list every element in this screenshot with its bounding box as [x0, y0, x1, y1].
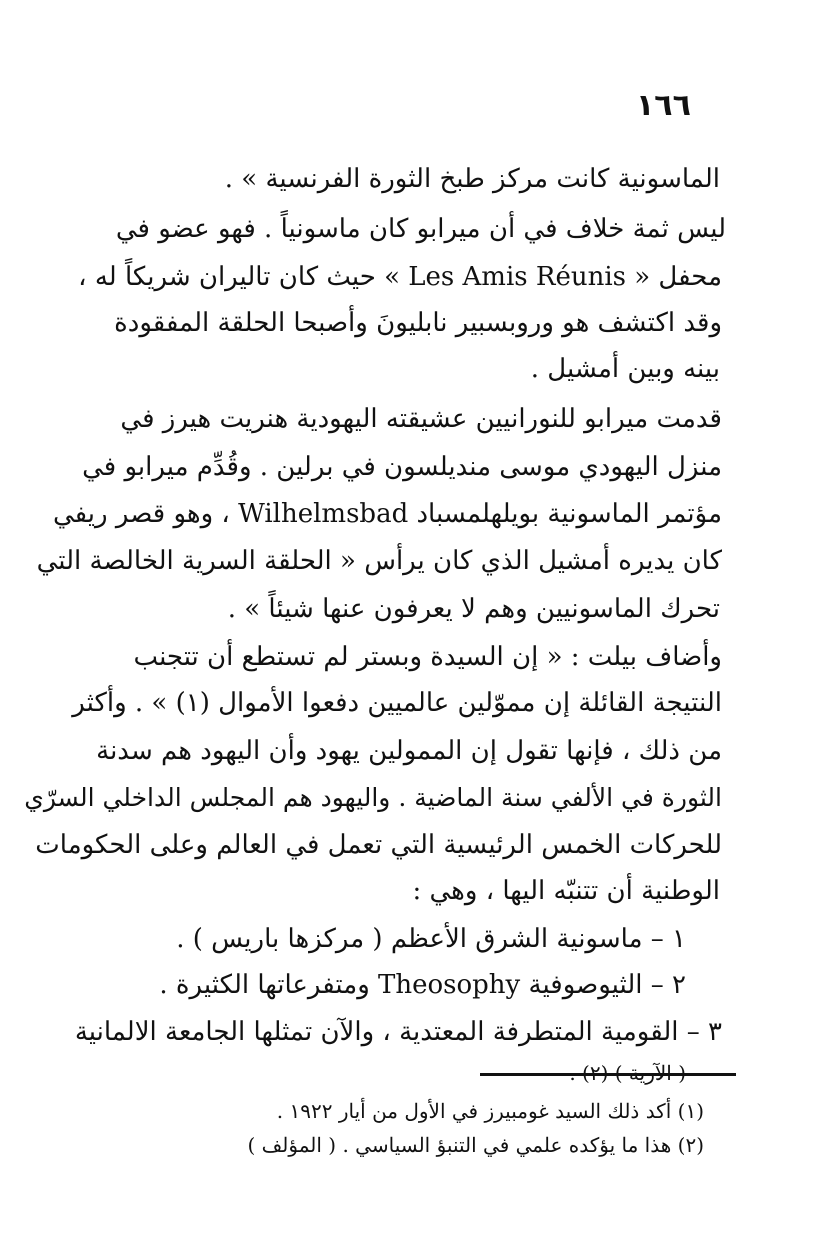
- list-item-continuation: ( الآرية ) (٢) .: [569, 1061, 686, 1085]
- body-line: الوطنية أن تتنبّه اليها ، وهي :: [412, 876, 720, 906]
- list-item: ٢ – الثيوصوفية Theosophy ومتفرعاتها الكثيرة .: [159, 970, 686, 1000]
- body-line: محفل « Les Amis Réunis » حيث كان تاليران شريكاً له ،: [78, 262, 722, 292]
- body-line: كان يديره أمشيل الذي كان يرأس « الحلقة السرية الخالصة التي: [36, 546, 722, 576]
- footnote: (٢) هذا ما يؤكده علمي في التنبؤ السياسي . ( المؤلف ): [247, 1133, 704, 1157]
- body-line: تحرك الماسونيين وهم لا يعرفون عنها شيئاً » .: [227, 594, 720, 624]
- page-number: ١٦٦: [636, 88, 691, 123]
- body-line: الماسونية كانت مركز طبخ الثورة الفرنسية » .: [224, 164, 720, 194]
- body-line: النتيجة القائلة إن مموّلين عالميين دفعوا الأموال (١) » . وأكثر: [72, 688, 722, 718]
- body-line: الثورة في الألفي سنة الماضية . واليهود هم المجلس الداخلي السرّي: [24, 783, 722, 812]
- body-line: منزل اليهودي موسى منديلسون في برلين . وقُدِّم ميرابو في: [82, 452, 722, 482]
- body-line: من ذلك ، فإنها تقول إن الممولين يهود وأن اليهود هم سدنة: [96, 736, 722, 766]
- body-line: قدمت ميرابو للنورانيين عشيقته اليهودية هنريت هيرز في: [120, 404, 722, 434]
- list-item: ١ – ماسونية الشرق الأعظم ( مركزها باريس ) .: [176, 924, 686, 954]
- body-line: بينه وبين أمشيل .: [530, 354, 720, 384]
- body-line: ليس ثمة خلاف في أن ميرابو كان ماسونياً . فهو عضو في: [115, 214, 726, 244]
- body-line: وقد اكتشف هو وروبسبير نابليونَ وأصبحا الحلقة المفقودة: [114, 308, 722, 338]
- body-line: مؤتمر الماسونية بويلهلمسباد Wilhelmsbad ، وهو قصر ريفي: [52, 499, 722, 529]
- list-item: ٣ – القومية المتطرفة المعتدية ، والآن تمثلها الجامعة الالمانية: [74, 1017, 722, 1047]
- body-line: للحركات الخمس الرئيسية التي تعمل في العالم وعلى الحكومات: [35, 830, 722, 860]
- footnote-separator: [480, 1073, 736, 1076]
- body-line: وأضاف بيلت : « إن السيدة وبستر لم تستطع أن تتجنب: [133, 642, 722, 672]
- footnote: (١) أكد ذلك السيد غومبيرز في الأول من أيار ١٩٢٢ .: [276, 1099, 704, 1123]
